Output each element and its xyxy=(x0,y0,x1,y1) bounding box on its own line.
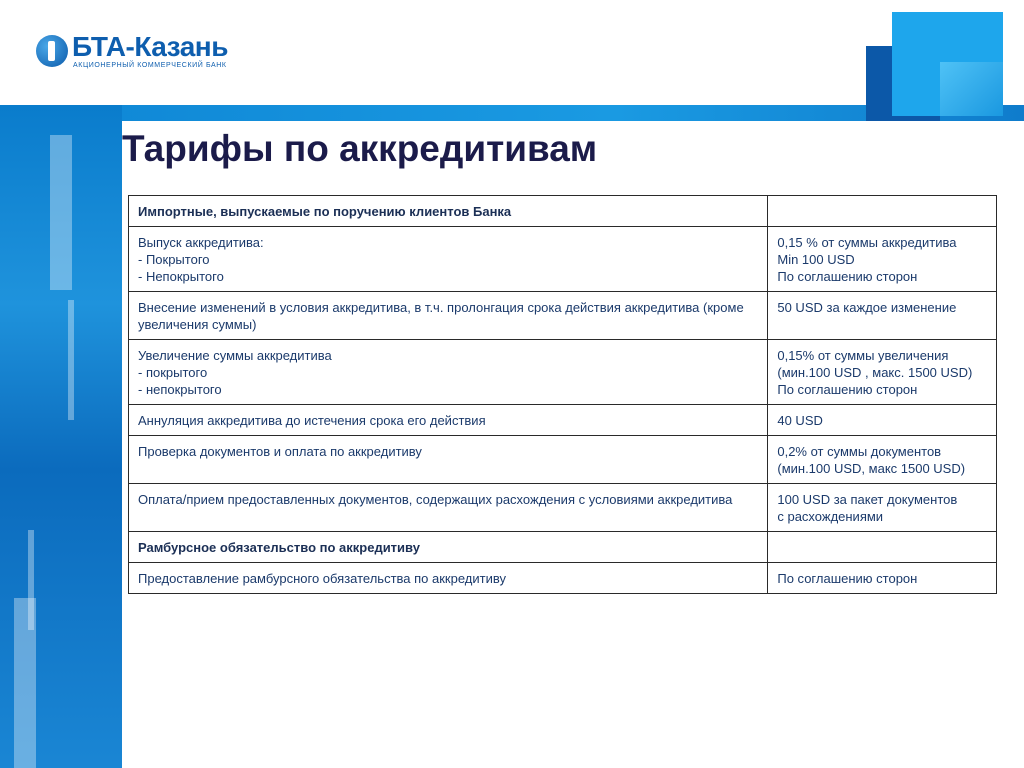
table-section-header xyxy=(129,532,997,563)
table-row xyxy=(129,227,997,292)
table-row xyxy=(129,436,997,484)
service-cell: Рамбурсное обязательство по аккредитиву xyxy=(129,532,768,563)
service-cell: Импортные, выпускаемые по поручению клиентов Банка xyxy=(129,196,768,227)
service-cell: Аннуляция аккредитива до истечения срока его действия xyxy=(129,405,768,436)
tariff-table xyxy=(128,195,997,594)
fee-cell: По соглашению сторон xyxy=(768,563,997,594)
service-cell: Проверка документов и оплата по аккредитиву xyxy=(129,436,768,484)
fee-cell: 0,15% от суммы увеличения (мин.100 USD , макс. 1500 USD) По соглашению сторон xyxy=(768,340,997,405)
bank-logo-name: БТА-Казань xyxy=(72,31,228,62)
bank-logo-text xyxy=(72,32,228,69)
table-row xyxy=(129,340,997,405)
fee-cell: 50 USD за каждое изменение xyxy=(768,292,997,340)
bank-logo-subtitle: АКЦИОНЕРНЫЙ КОММЕРЧЕСКИЙ БАНК xyxy=(73,62,227,69)
table-row xyxy=(129,484,997,532)
table-row xyxy=(129,292,997,340)
decor-stripe xyxy=(68,300,74,420)
service-cell: Выпуск аккредитива: - Покрытого - Непокрытого xyxy=(129,227,768,292)
bank-logo-icon xyxy=(36,35,68,67)
service-cell: Оплата/прием предоставленных документов, содержащих расхождения с условиями аккредитива xyxy=(129,484,768,532)
fee-cell: 0,15 % от суммы аккредитива Min 100 USD По соглашению сторон xyxy=(768,227,997,292)
fee-cell: 100 USD за пакет документов с расхождениями xyxy=(768,484,997,532)
table-section-header xyxy=(129,196,997,227)
bank-logo xyxy=(36,32,228,69)
decor-square-inner xyxy=(940,62,1003,116)
fee-cell xyxy=(768,196,997,227)
service-cell: Увеличение суммы аккредитива - покрытого - непокрытого xyxy=(129,340,768,405)
table-row xyxy=(129,563,997,594)
decor-stripe xyxy=(50,135,72,290)
table-row xyxy=(129,405,997,436)
fee-cell: 0,2% от суммы документов (мин.100 USD, макс 1500 USD) xyxy=(768,436,997,484)
service-cell: Предоставление рамбурсного обязательства по аккредитиву xyxy=(129,563,768,594)
fee-cell xyxy=(768,532,997,563)
page-title: Тарифы по аккредитивам xyxy=(122,128,598,169)
fee-cell: 40 USD xyxy=(768,405,997,436)
decor-stripe xyxy=(28,530,34,630)
service-cell: Внесение изменений в условия аккредитива, в т.ч. пролонгация срока действия аккредитива (кроме увеличения суммы) xyxy=(129,292,768,340)
